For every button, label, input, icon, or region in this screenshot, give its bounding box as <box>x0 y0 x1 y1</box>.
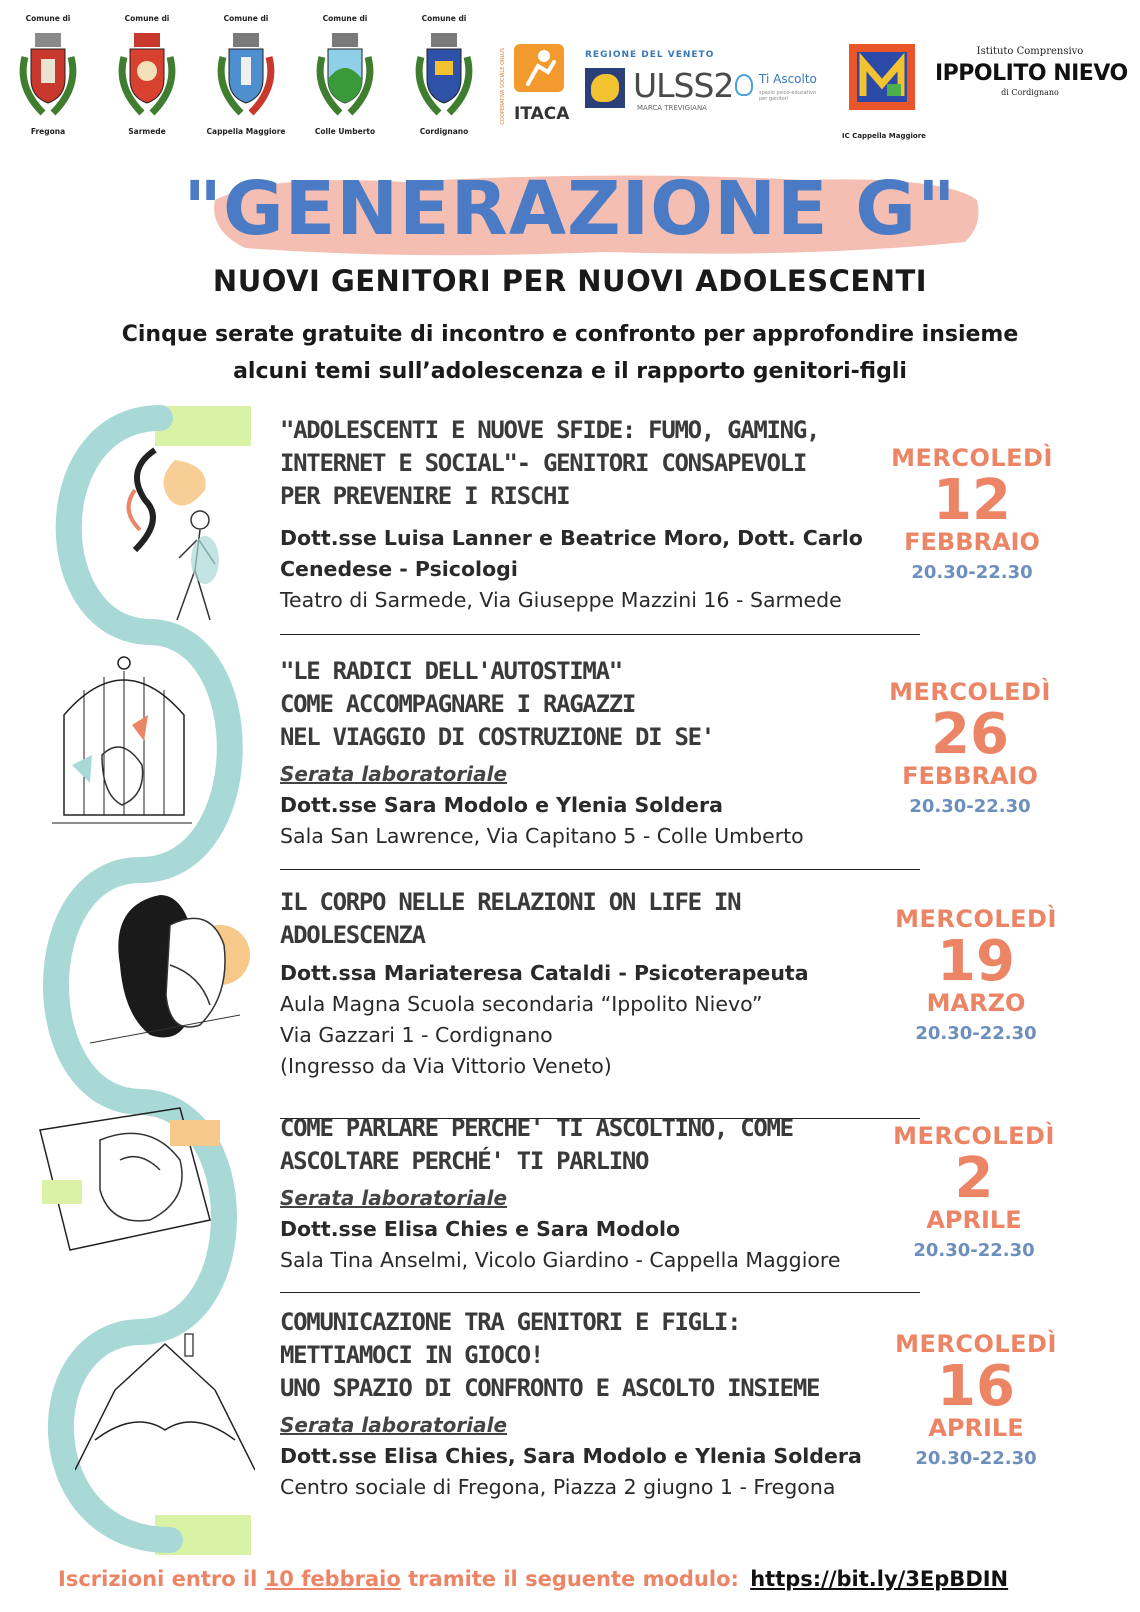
event-venue <box>280 821 1100 852</box>
ippolito-line1: Istituto Comprensivo <box>976 46 1084 57</box>
event-title-line: INTERNET E SOCIAL"- GENITORI CONSAPEVOLI <box>280 449 806 477</box>
ic-mark-icon <box>849 44 915 110</box>
lion-icon <box>585 68 625 108</box>
event-title-line: UNO SPAZIO DI CONFRONTO E ASCOLTO INSIEME <box>280 1374 820 1402</box>
itaca-name: ITACA <box>514 104 570 124</box>
event-day: 26 <box>931 702 1009 767</box>
crest-caption: Comune di <box>223 14 269 23</box>
coat-of-arms-icon <box>211 27 281 123</box>
event-time: 20.30-22.30 <box>915 1448 1037 1469</box>
ic-cappella-logo <box>842 44 926 140</box>
speakers-line: Cenedese - Psicologi <box>280 557 518 581</box>
ulss-region: REGIONE DEL VENETO <box>585 50 715 60</box>
event-divider <box>280 1292 920 1293</box>
event-title-line: "LE RADICI DELL'AUTOSTIMA" <box>280 657 622 685</box>
page-title: "GENERAZIONE G" <box>183 166 957 252</box>
crest-cordignano <box>404 14 484 136</box>
event-title-line: ASCOLTARE PERCHÉ' TI PARLINO <box>280 1147 649 1175</box>
ic-caption: IC Cappella Maggiore <box>842 132 926 140</box>
footer-text: Iscrizioni entro il <box>58 1567 265 1591</box>
event-time: 20.30-22.30 <box>911 562 1033 583</box>
event-title-line: PER PREVENIRE I RISCHI <box>280 482 570 510</box>
coat-of-arms-icon <box>112 27 182 123</box>
event-title-line: COME ACCOMPAGNARE I RAGAZZI <box>280 690 636 718</box>
event-divider <box>280 869 920 870</box>
event-day: 12 <box>933 468 1011 533</box>
event-workshop-tag: Serata laboratoriale <box>280 1413 508 1437</box>
event-1-date <box>872 444 1072 583</box>
crest-town: Cordignano <box>419 127 469 136</box>
itaca-subtitle: COOPERATIVA SOCIALE ONLUS <box>500 48 506 125</box>
event-month: FEBBRAIO <box>902 762 1038 790</box>
birdcage-illustration <box>52 655 192 830</box>
ascolto-name: Ti Ascolto <box>759 72 817 86</box>
crest-colle-umberto <box>305 14 385 136</box>
event-month: APRILE <box>926 1206 1022 1234</box>
crest-town: Fregona <box>30 127 66 136</box>
venue-line: Centro sociale di Fregona, Piazza 2 giugno 1 - Fregona <box>280 1475 836 1499</box>
crest-town: Colle Umberto <box>314 127 376 136</box>
event-time: 20.30-22.30 <box>909 796 1031 817</box>
crest-fregona <box>8 14 88 136</box>
crest-caption: Comune di <box>421 14 467 23</box>
coat-of-arms-icon <box>13 27 83 123</box>
event-divider <box>280 634 920 635</box>
event-weekday: MERCOLEDÌ <box>895 905 1057 933</box>
teen-with-smoke-illustration <box>115 440 235 630</box>
event-title-line: NEL VIAGGIO DI COSTRUZIONE DI SE' <box>280 723 714 751</box>
venue-line: Via Gazzari 1 - Cordignano <box>280 1023 553 1047</box>
intro-line: alcuni temi sull’adolescenza e il rapporto genitori-figli <box>233 359 907 384</box>
event-title-line: METTIAMOCI IN GIOCO! <box>280 1341 543 1369</box>
event-title-line: COME PARLARE PERCHE' TI ASCOLTINO, COME <box>280 1114 793 1142</box>
registration-deadline: 10 febbraio <box>264 1567 401 1591</box>
itaca-figure-icon <box>514 44 564 92</box>
crest-caption: Comune di <box>25 14 71 23</box>
event-month: MARZO <box>926 989 1026 1017</box>
ippolito-line3: di Cordignano <box>1001 88 1059 97</box>
event-4-date <box>874 1122 1074 1261</box>
event-weekday: MERCOLEDÌ <box>891 444 1053 472</box>
title-block <box>0 160 1140 260</box>
event-day: 19 <box>937 929 1015 994</box>
event-time: 20.30-22.30 <box>915 1023 1037 1044</box>
crest-caption: Comune di <box>124 14 170 23</box>
event-month: FEBBRAIO <box>904 528 1040 556</box>
event-month: APRILE <box>928 1414 1024 1442</box>
coat-of-arms-icon <box>409 27 479 123</box>
event-title-line: ADOLESCENZA <box>280 921 425 949</box>
speakers-line: Dott.sse Sara Modolo e Ylenia Soldera <box>280 793 723 817</box>
ear-icon <box>735 74 753 96</box>
ulss-name: ULSS2 <box>633 66 734 105</box>
coat-of-arms-icon <box>310 27 380 123</box>
itaca-logo <box>500 44 570 125</box>
event-title-line: COMUNICAZIONE TRA GENITORI E FIGLI: <box>280 1308 741 1336</box>
crest-town: Sarmede <box>128 127 166 136</box>
venue-line: (Ingresso da Via Vittorio Veneto) <box>280 1054 612 1078</box>
event-day: 16 <box>937 1354 1015 1419</box>
crest-sarmede <box>107 14 187 136</box>
event-title-line: IL CORPO NELLE RELAZIONI ON LIFE IN <box>280 888 741 916</box>
crest-caption: Comune di <box>322 14 368 23</box>
intro-line: Cinque serate gratuite di incontro e confronto per approfondire insieme <box>121 322 1019 347</box>
ulss2-logo <box>585 50 734 120</box>
event-venue <box>280 585 1100 616</box>
venue-line: Sala San Lawrence, Via Capitano 5 - Colle Umberto <box>280 824 804 848</box>
event-workshop-tag: Serata laboratoriale <box>280 1186 508 1210</box>
venue-line: Aula Magna Scuola secondaria “Ippolito Nievo” <box>280 992 763 1016</box>
crest-town: Cappella Maggiore <box>206 127 286 136</box>
event-2-date <box>870 678 1070 817</box>
event-3-date <box>876 905 1076 1044</box>
crest-cappella-maggiore <box>206 14 286 136</box>
event-weekday: MERCOLEDÌ <box>895 1330 1057 1358</box>
footer-text: tramite il seguente modulo: <box>400 1567 747 1591</box>
event-weekday: MERCOLEDÌ <box>889 678 1051 706</box>
event-time: 20.30-22.30 <box>913 1240 1035 1261</box>
registration-footer <box>58 1567 1118 1591</box>
intro-text <box>0 316 1140 390</box>
hands-house-illustration <box>75 1320 255 1480</box>
curled-teen-illustration <box>90 885 250 1055</box>
event-workshop-tag: Serata laboratoriale <box>280 762 508 786</box>
speakers-line: Dott.sse Elisa Chies e Sara Modolo <box>280 1217 681 1241</box>
ascolto-subtitle: spazio psico-educativo per genitori <box>759 90 816 102</box>
ippolito-nievo-logo <box>935 46 1128 97</box>
venue-line: Sala Tina Anselmi, Vicolo Giardino - Cappella Maggiore <box>280 1248 841 1272</box>
page-subtitle: NUOVI GENITORI PER NUOVI ADOLESCENTI <box>212 264 928 298</box>
speakers-line: Dott.sse Luisa Lanner e Beatrice Moro, Dott. Carlo <box>280 526 863 550</box>
logo-bar <box>0 0 1140 150</box>
speakers-line: Dott.sse Elisa Chies, Sara Modolo e Ylenia Soldera <box>280 1444 862 1468</box>
event-title-line: "ADOLESCENTI E NUOVE SFIDE: FUMO, GAMING, <box>280 416 820 444</box>
venue-line: Teatro di Sarmede, Via Giuseppe Mazzini 16 - Sarmede <box>280 588 842 612</box>
event-day: 2 <box>954 1146 994 1211</box>
event-venue <box>280 1472 1100 1503</box>
event-weekday: MERCOLEDÌ <box>893 1122 1055 1150</box>
ti-ascolto-logo <box>735 70 825 110</box>
registration-link[interactable]: https://bit.ly/3EpBDIN <box>750 1567 1009 1591</box>
ippolito-line2: IPPOLITO NIEVO <box>935 61 1128 86</box>
person-in-box-illustration <box>30 1100 220 1260</box>
speakers-line: Dott.ssa Mariateresa Cataldi - Psicoterapeuta <box>280 961 809 985</box>
ulss-subtitle: MARCA TREVIGIANA <box>637 104 707 112</box>
event-5-date <box>876 1330 1076 1469</box>
